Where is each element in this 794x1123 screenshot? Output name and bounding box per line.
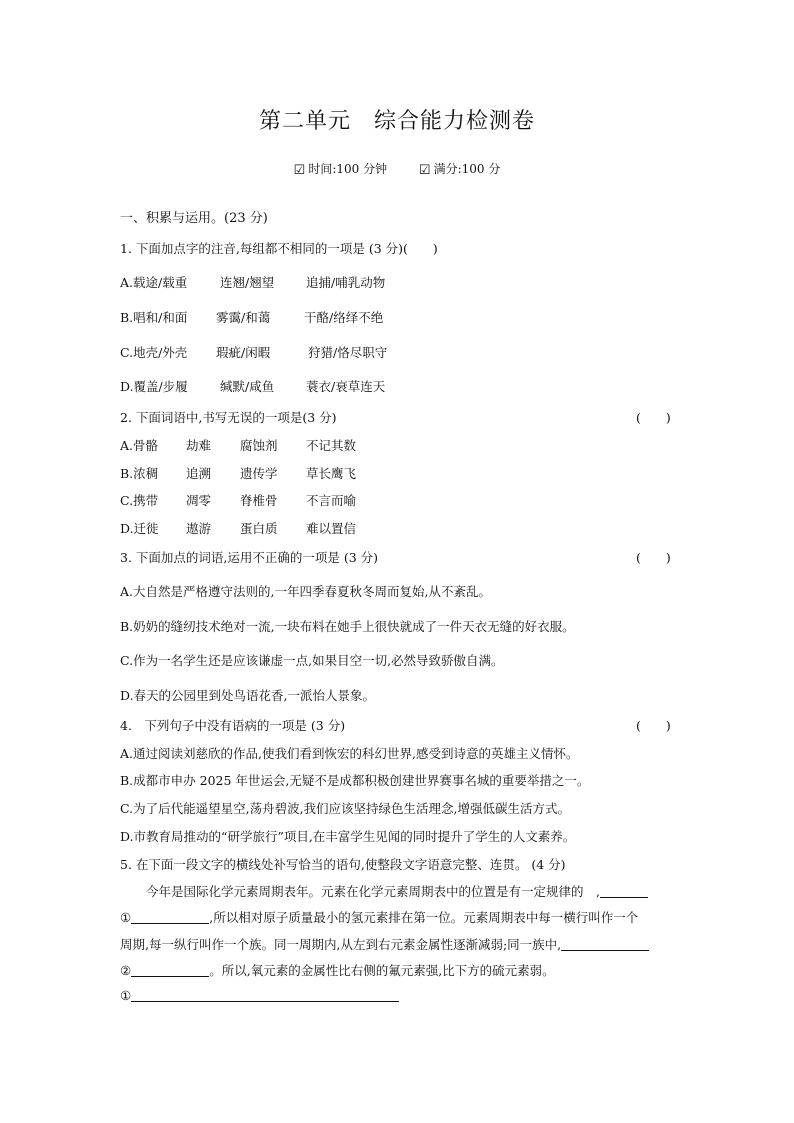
page-title: 第二单元 综合能力检测卷	[258, 109, 535, 134]
option-term: 不言而喻	[306, 493, 357, 508]
option-term: 遗传学	[240, 466, 278, 481]
question-2-option-c	[120, 491, 356, 509]
question-3-option-a: A.大自然是严格遵守法则的,一年四季春夏秋冬周而复始,从不紊乱。	[120, 584, 491, 599]
fill-blank-2[interactable]	[131, 964, 209, 977]
option-term: 雾霭/和蔼	[216, 310, 271, 325]
fill-blank[interactable]	[561, 938, 649, 951]
question-4-option-a: A.通过阅读刘慈欣的作品,使我们看到恢宏的科幻世界,感受到诗意的英雄主义情怀。	[120, 746, 579, 761]
option-term: 凋零	[186, 493, 212, 508]
exam-meta	[0, 160, 794, 178]
question-1-option-d	[120, 377, 385, 395]
question-2-stem: 2. 下面词语中,书写无误的一项是(3 分)	[120, 410, 337, 425]
passage-line	[120, 935, 649, 953]
question-4-option-b: B.成都市申办 2025 年世运会,无疑不是成都积极创建世界赛事名城的重要举措之一。	[120, 773, 590, 788]
question-4-option-d: D.市教育局推动的“研学旅行”项目,在丰富学生见闻的同时提升了学生的人文素养。	[120, 829, 576, 844]
option-term: A.骨骼	[120, 438, 159, 453]
question-1-option-a	[120, 273, 385, 291]
passage-line	[146, 882, 648, 900]
blank-marker: ②	[120, 963, 132, 978]
option-term: 瑕疵/闲暇	[216, 345, 271, 360]
option-term: 缄默/咸鱼	[220, 379, 275, 394]
passage-text: 。所以,氧元素的金属性比右侧的氟元素强,比下方的硫元素弱。	[209, 963, 555, 978]
question-5-stem: 5. 在下面一段文字的横线处补写恰当的语句,使整段文字语意完整、连贯。 (4 分)	[120, 857, 566, 872]
question-4-option-c: C.为了后代能遥望星空,荡舟碧波,我们应该坚持绿色生活理念,增强低碳生活方式。	[120, 801, 571, 816]
fill-blank[interactable]	[600, 885, 648, 898]
option-term: C.地壳/外壳	[120, 345, 188, 360]
answer-parentheses: ( )	[636, 718, 671, 733]
option-term: 狩猎/恪尽职守	[308, 345, 388, 360]
option-term: 蓑衣/衰草连天	[306, 379, 386, 394]
option-term: 腐蚀剂	[240, 438, 278, 453]
option-term: B.浓稠	[120, 466, 159, 481]
section-heading: 一、积累与运用。(23 分)	[120, 211, 268, 226]
option-term: 脊椎骨	[240, 493, 278, 508]
passage-text: 今年是国际化学元素周期表年。元素在化学元素周期表中的位置是有一定规律的 ,	[146, 884, 600, 899]
fill-blank-1[interactable]	[131, 911, 209, 924]
checkbox-checked-icon: ☑	[418, 163, 431, 178]
option-term: 追捕/哺乳动物	[306, 275, 386, 290]
option-term: B.唱和/和面	[120, 310, 188, 325]
question-2-option-b	[120, 464, 356, 482]
question-3-option-c: C.作为一名学生还是应该谦虚一点,如果目空一切,必然导致骄傲自满。	[120, 653, 504, 668]
option-term: C.携带	[120, 493, 159, 508]
question-2-option-d	[120, 519, 356, 537]
question-2-option-a	[120, 436, 356, 454]
time-label: 时间:100 分钟	[308, 162, 388, 176]
question-3-stem: 3. 下面加点的词语,运用不正确的一项是 (3 分)	[120, 550, 379, 565]
question-1-option-b	[120, 308, 383, 326]
option-term: 连翘/翘望	[220, 275, 275, 290]
option-term: 遨游	[186, 521, 212, 536]
blank-marker: ①	[120, 910, 132, 925]
question-1-stem: 1. 下面加点字的注音,每组都不相同的一项是 (3 分)( )	[120, 241, 438, 256]
question-4-stem: 4. 下列句子中没有语病的一项是 (3 分)	[120, 718, 346, 733]
option-term: 蛋白质	[240, 521, 278, 536]
option-term: 追溯	[186, 466, 212, 481]
option-term: D.覆盖/步履	[120, 379, 188, 394]
option-term: 难以置信	[306, 521, 357, 536]
question-1-option-c	[120, 343, 387, 361]
passage-text: ,所以相对原子质量最小的氢元素排在第一位。元素周期表中每一横行叫作一个	[209, 910, 639, 925]
answer-blank-1[interactable]	[131, 989, 399, 1002]
option-term: D.迁徙	[120, 521, 159, 536]
passage-line	[120, 908, 638, 926]
option-term: 草长鹰飞	[306, 466, 357, 481]
question-3-option-b: B.奶奶的缝纫技术绝对一流,一块布料在她手上很快就成了一件天衣无缝的好衣服。	[120, 619, 575, 634]
answer-line	[120, 988, 399, 1003]
option-term: 劫难	[186, 438, 212, 453]
score-label: 满分:100 分	[433, 162, 501, 176]
option-term: A.载途/载重	[120, 275, 188, 290]
option-term: 不记其数	[306, 438, 357, 453]
option-term: 干酪/络绎不绝	[304, 310, 384, 325]
answer-parentheses: ( )	[636, 550, 671, 565]
passage-line	[120, 961, 555, 979]
time-info	[294, 162, 387, 176]
answer-parentheses: ( )	[636, 410, 671, 425]
checkbox-checked-icon: ☑	[293, 163, 306, 178]
question-3-option-d: D.春天的公园里到处鸟语花香,一派怡人景象。	[120, 688, 376, 703]
blank-marker: ①	[120, 988, 132, 1003]
score-info	[419, 162, 500, 176]
passage-text: 周期,每一纵行叫作一个族。同一周期内,从左到右元素金属性逐渐减弱;同一族中,	[120, 937, 562, 952]
